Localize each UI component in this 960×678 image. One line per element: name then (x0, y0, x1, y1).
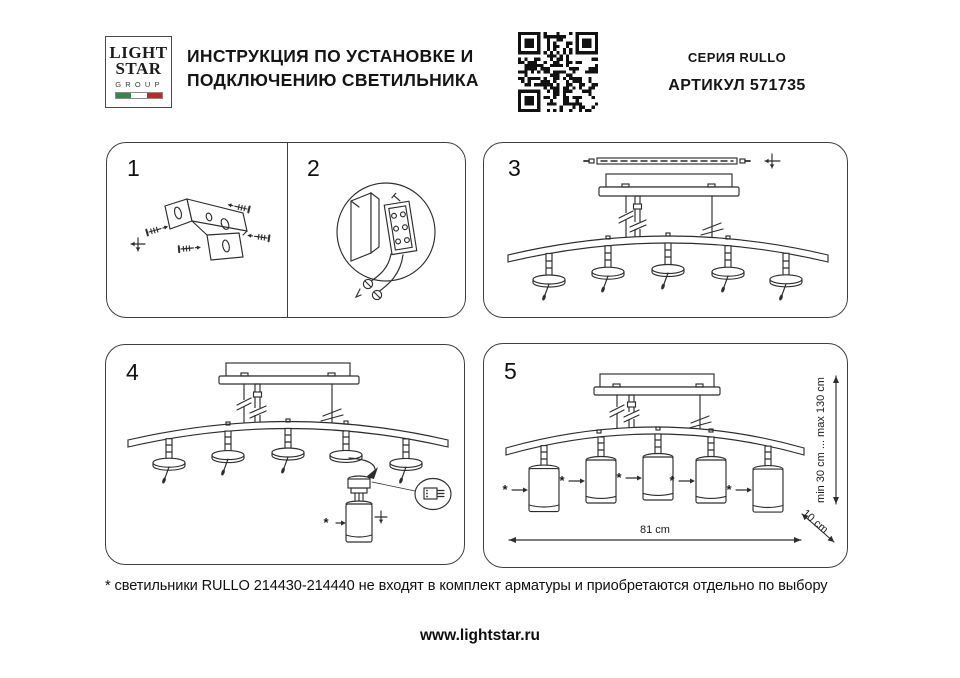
width-dimension-label: 81 cm (640, 524, 670, 536)
step-number-4: 4 (126, 359, 139, 385)
website-url: www.lightstar.ru (420, 627, 540, 644)
logo-line1: LIGHT (109, 43, 168, 63)
title-line2: ПОДКЛЮЧЕНИЮ СВЕТИЛЬНИКА (187, 70, 479, 90)
footnote: * светильники RULLO 214430-214440 не входят в комплект арматуры и приобретаются отдельно по выбору (105, 578, 828, 594)
screw-icon (131, 238, 145, 251)
bracket-mounting-drawing (107, 143, 287, 316)
frame-assembly-drawing (484, 143, 846, 316)
asterisk-note: * (323, 515, 329, 530)
finished-fixture-drawing (484, 344, 846, 566)
step-number-2: 2 (307, 155, 320, 181)
depth-dimension-label: 10 cm (799, 507, 831, 537)
logo-line3: GROUP (115, 79, 164, 89)
height-dimension-label: min 30 cm ... max 130 cm (815, 377, 827, 503)
panel-step-4 (105, 344, 465, 565)
asterisk-note: * (726, 482, 732, 497)
step-number-3: 3 (508, 155, 521, 181)
qr-code-icon (518, 32, 598, 112)
screw-icon (765, 154, 780, 168)
lamp-attachment-drawing (106, 345, 463, 563)
title-line1: ИНСТРУКЦИЯ ПО УСТАНОВКЕ И (187, 46, 474, 66)
series-label: СЕРИЯ RULLO (687, 50, 787, 65)
page-title (187, 44, 479, 92)
logo-line2: STAR (115, 59, 162, 78)
asterisk-note: * (669, 473, 675, 488)
panel-step-3 (483, 142, 848, 318)
product-info (640, 50, 834, 95)
asterisk-note: * (616, 470, 622, 485)
screw-icon (375, 511, 387, 523)
step-number-1: 1 (127, 155, 140, 181)
asterisk-note: * (502, 482, 508, 497)
asterisk-note: * (559, 473, 565, 488)
panel-step-5 (483, 343, 848, 568)
wiring-connection-drawing (287, 143, 467, 316)
italian-flag-bar (115, 92, 163, 99)
lightstar-logo (105, 36, 172, 108)
panel-step-1-2 (106, 142, 466, 318)
article-label: АРТИКУЛ 571735 (668, 77, 806, 94)
step-number-5: 5 (504, 358, 517, 384)
